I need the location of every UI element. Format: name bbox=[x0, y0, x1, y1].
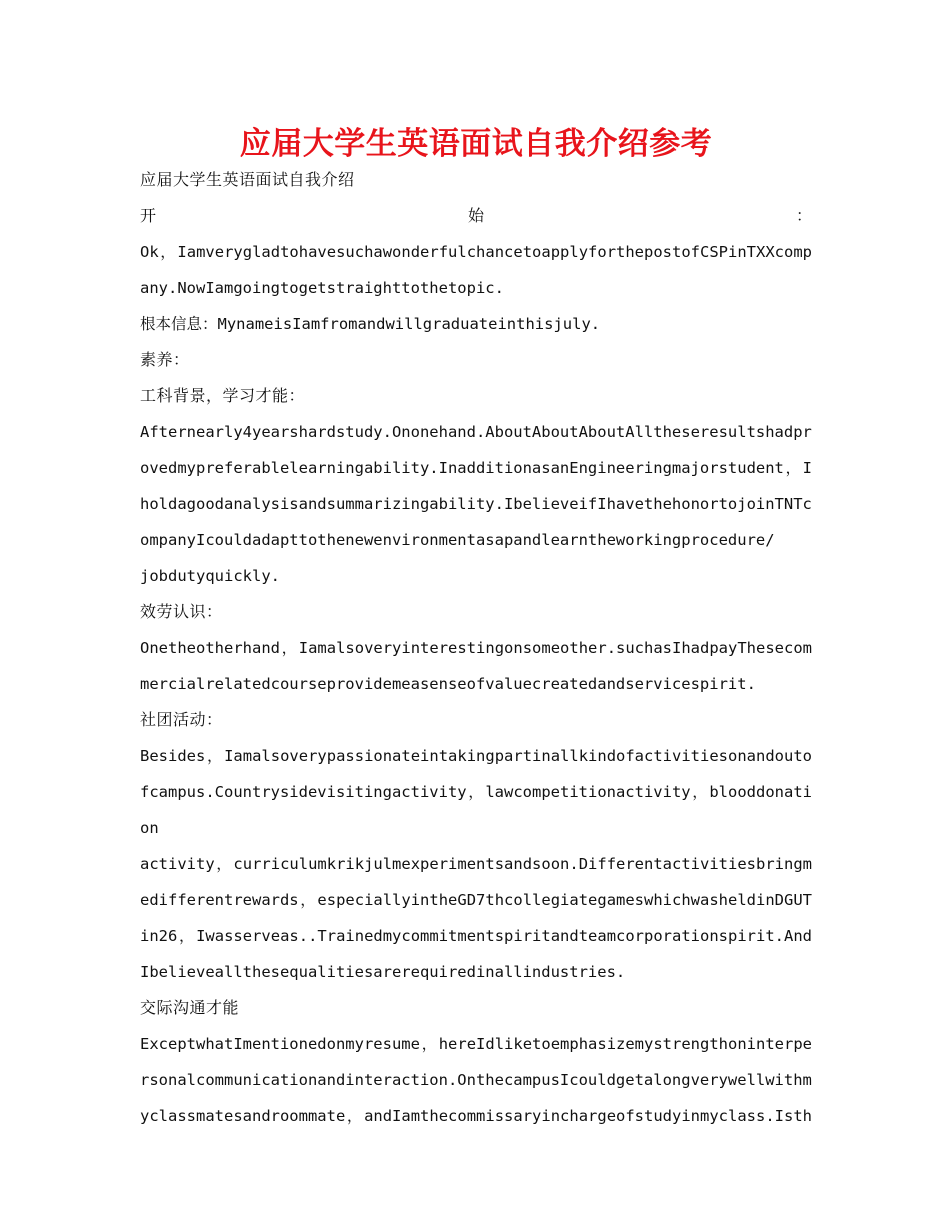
body-line: activity，curriculumkrikjulmexperimentsandsoon.Differentactivitiesbringm bbox=[140, 855, 812, 873]
body-line: in26，Iwasserveas..Trainedmycommitmentspiritandteamcorporationspirit.And bbox=[140, 927, 812, 945]
body-line: edifferentrewards，especiallyintheGD7thcollegiategameswhichwasheldinDGUT bbox=[140, 891, 812, 909]
start-char-2: 始 bbox=[467, 206, 484, 225]
document-title: 应届大学生英语面试自我介绍参考 bbox=[239, 126, 713, 162]
section-heading: 效劳认识： bbox=[140, 602, 223, 621]
body-line: yclassmatesandroommate，andIamthecommissaryinchargeofstudyinmyclass.Isth bbox=[140, 1107, 812, 1125]
body-line: Ok，IamverygladtohavesuchawonderfulchancetoapplyforthepostofCSPinTXXcomp bbox=[140, 243, 812, 261]
subtitle: 应届大学生英语面试自我介绍 bbox=[140, 170, 355, 189]
body-line: Afternearly4yearshardstudy.Ononehand.AboutAboutAboutAlltheseresultshadpr bbox=[140, 423, 812, 441]
section-heading: 素养： bbox=[140, 350, 190, 369]
body-line: holdagoodanalysisandsummarizingability.IbelieveifIhavethehonortojoinTNTc bbox=[140, 495, 812, 513]
section-heading: 社团活动： bbox=[140, 710, 223, 729]
body-line: mercialrelatedcourseprovidemeasenseofvaluecreatedandservicespirit. bbox=[140, 675, 756, 693]
start-char-3: ： bbox=[795, 206, 812, 225]
body-line: jobdutyquickly. bbox=[140, 567, 280, 585]
body-line: ExceptwhatImentionedonmyresume，hereIdliketoemphasizemystrengthoninterpe bbox=[140, 1035, 812, 1053]
body-line: Ibelieveallthesequalitiesarerequiredinallindustries. bbox=[140, 963, 626, 981]
body-line: on bbox=[140, 819, 159, 837]
body-line: ovedmypreferablelearningability.InadditionasanEngineeringmajorstudent，I bbox=[140, 459, 812, 477]
document-body bbox=[140, 162, 812, 1134]
body-line: Besides，Iamalsoverypassionateintakingpartinallkindofactivitiesonandouto bbox=[140, 747, 812, 765]
body-line: 根本信息：MynameisIamfromandwillgraduateinthisjuly. bbox=[140, 315, 601, 333]
body-line: rsonalcommunicationandinteraction.OnthecampusIcouldgetalongverywellwithm bbox=[140, 1071, 812, 1089]
body-line: any.NowIamgoingtogetstraighttothetopic. bbox=[140, 279, 504, 297]
body-line: Onetheotherhand，Iamalsoveryinterestingonsomeother.suchasIhadpayThesecom bbox=[140, 639, 812, 657]
body-line: ompanyIcouldadapttothenewenvironmentasapandlearntheworkingprocedure/ bbox=[140, 531, 775, 549]
section-heading: 工科背景，学习才能： bbox=[140, 386, 306, 405]
body-line: fcampus.Countrysidevisitingactivity，lawcompetitionactivity，blooddonati bbox=[140, 783, 812, 801]
section-heading: 交际沟通才能 bbox=[140, 998, 240, 1017]
start-char-1: 开 bbox=[140, 206, 157, 225]
start-heading bbox=[140, 198, 812, 234]
